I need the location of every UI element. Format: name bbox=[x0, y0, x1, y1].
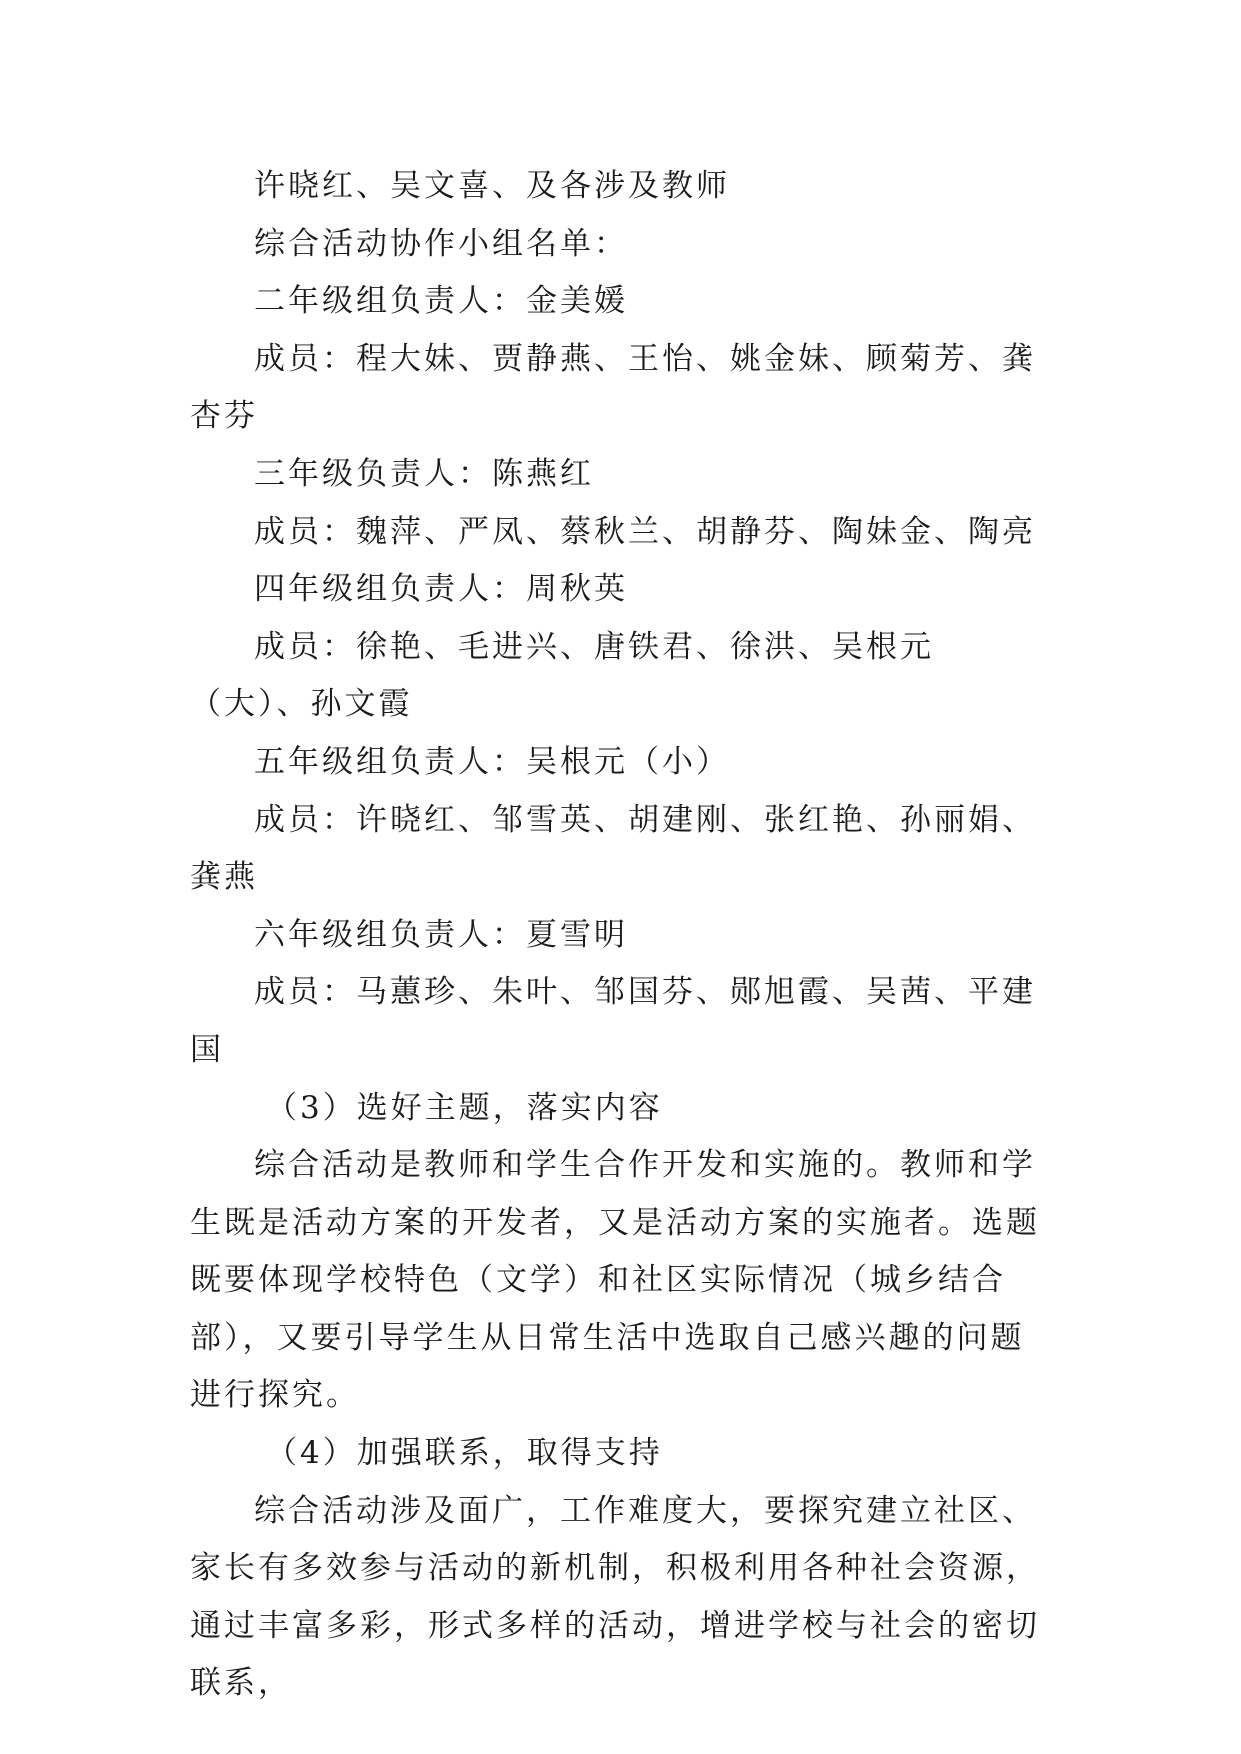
paragraph-grade2-leader: 二年级组负责人：金美媛 bbox=[254, 283, 628, 320]
paragraph-group-list-heading: 综合活动协作小组名单： bbox=[254, 225, 628, 262]
paragraph-grade4-leader: 四年级组负责人：周秋英 bbox=[254, 571, 628, 608]
document-body bbox=[190, 158, 1052, 1713]
paragraph-grade5-leader: 五年级组负责人：吴根元（小） bbox=[254, 743, 730, 780]
paragraph-grade6-members: 成员：马蕙珍、朱叶、邹国芬、郧旭霞、吴茜、平建国 bbox=[190, 974, 1036, 1068]
paragraph-grade2-members: 成员：程大妹、贾静燕、王怡、姚金妹、顾菊芳、龚杏芬 bbox=[190, 340, 1036, 435]
paragraph-grade5-members: 成员：许晓红、邹雪英、胡建刚、张红艳、孙丽娟、龚燕 bbox=[190, 801, 1036, 896]
section-heading-3: （3）选好主题，落实内容 bbox=[266, 1089, 663, 1126]
section-heading-4: （4）加强联系，取得支持 bbox=[266, 1435, 663, 1472]
paragraph-theme-content: 综合活动是教师和学生合作开发和实施的。教师和学生既是活动方案的开发者，又是活动方案的实施者。选题既要体现学校特色（文学）和社区实际情况（城乡结合部），又要引导学生从日常生活中选取自己感兴趣的问题进行探究。 bbox=[190, 1147, 1040, 1414]
paragraph-grade3-leader: 三年级负责人：陈燕红 bbox=[254, 455, 594, 492]
paragraph-grade4-members: 成员：徐艳、毛进兴、唐铁君、徐洪、吴根元（大）、孙文霞 bbox=[190, 628, 934, 723]
paragraph-teacher-list: 许晓红、吴文喜、及各涉及教师 bbox=[254, 168, 730, 204]
paragraph-support-content: 综合活动涉及面广，工作难度大，要探究建立社区、家长有多效参与活动的新机制，积极利用各种社会资源，通过丰富多彩，形式多样的活动，增进学校与社会的密切联系， bbox=[190, 1492, 1040, 1702]
paragraph-grade6-leader: 六年级组负责人：夏雪明 bbox=[254, 916, 628, 953]
paragraph-grade3-members: 成员：魏萍、严凤、蔡秋兰、胡静芬、陶妹金、陶亮 bbox=[254, 513, 1036, 550]
